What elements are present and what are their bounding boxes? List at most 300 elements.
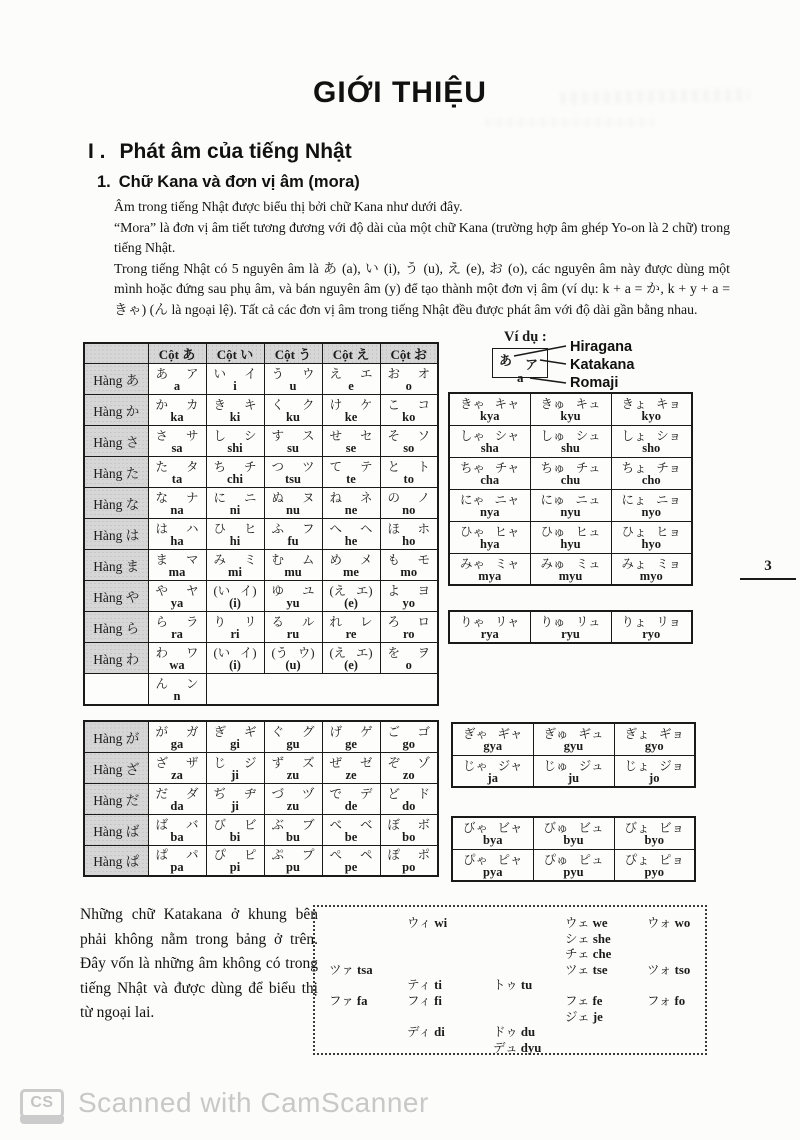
katakana-text: ン xyxy=(185,676,199,691)
kana-cell xyxy=(148,519,206,550)
kana-cell xyxy=(148,752,206,783)
ext-kana-text: チェ xyxy=(565,947,593,962)
table-row xyxy=(452,849,695,881)
subsection-heading xyxy=(97,173,360,192)
table-row xyxy=(449,393,692,425)
romaji-text: rya xyxy=(480,627,499,641)
katakana-text: ベ xyxy=(359,817,373,832)
ext-kana-text: ツォ xyxy=(647,962,675,977)
romaji-text: jo xyxy=(649,770,660,785)
kana-cell xyxy=(380,643,438,674)
katakana-text: ギュ xyxy=(578,727,604,742)
romaji-text: ru xyxy=(286,627,300,641)
katakana-text: ミャ xyxy=(494,556,520,571)
katakana-text: タ xyxy=(185,460,199,474)
hiragana-text: ん xyxy=(155,676,169,691)
romaji-text: su xyxy=(287,441,299,455)
hiragana-text: ひゅ xyxy=(540,525,566,539)
romaji-text: ya xyxy=(170,596,184,610)
hiragana-text: め xyxy=(329,553,343,567)
subsection-title: Chữ Kana và đơn vị âm (mora) xyxy=(118,173,360,191)
romaji-text: tsu xyxy=(285,472,301,486)
romaji-text: zu xyxy=(286,767,300,782)
romaji-text: kyo xyxy=(641,409,661,424)
hiragana-text: こ xyxy=(387,398,401,412)
paragraph: Trong tiếng Nhật có 5 nguyên âm là あ (a), い (i), う (u), え (e), お (o), các nguyên âm này được dùng một mình hoặc đứng sau phụ âm, và bán nguyên âm (y) để tạo thành một đơn vị âm (ví dụ: k + a = か, k + y + a = きゃ) (ん là ngoại lệ). Tất cả các đơn vị âm trong tiếng Nhật đều được phát âm với độ dài gần bằng nhau. xyxy=(114,260,730,317)
kana-cell xyxy=(530,489,611,521)
kana-cell xyxy=(264,457,322,488)
romaji-text: kyu xyxy=(560,409,581,424)
romaji-text: za xyxy=(171,767,183,782)
legend-romaji-char: a xyxy=(517,370,524,385)
katakana-text: ム xyxy=(301,553,315,567)
kana-cell xyxy=(611,521,692,553)
hiragana-text: く xyxy=(271,398,285,412)
camscanner-footer xyxy=(20,1083,429,1123)
kana-cell xyxy=(264,519,322,550)
table-row xyxy=(84,752,438,783)
romaji-text: nyo xyxy=(641,505,661,519)
ext-romaji-text: tso xyxy=(674,962,691,977)
ext-romaji-text: tu xyxy=(520,978,533,993)
kana-cell xyxy=(264,845,322,876)
kana-cell xyxy=(264,550,322,581)
kana-cell xyxy=(530,521,611,553)
romaji-text: ro xyxy=(402,627,415,641)
hiragana-text: ぴゃ xyxy=(463,852,489,867)
romaji-text: zu xyxy=(286,798,300,813)
extended-katakana-box xyxy=(313,905,707,1055)
katakana-text: ノ xyxy=(417,491,430,505)
table-row xyxy=(84,519,438,550)
column-header: Cột え xyxy=(322,343,380,364)
ext-kana-text: ディ xyxy=(407,1025,435,1040)
katakana-text: ソ xyxy=(417,429,430,443)
yoon-table xyxy=(448,392,693,586)
kana-cell xyxy=(206,519,264,550)
hiragana-text: ちょ xyxy=(621,461,647,475)
kana-cell xyxy=(206,752,264,783)
katakana-text: ウ) xyxy=(297,646,315,660)
katakana-text: チ xyxy=(243,460,257,474)
ext-entry xyxy=(493,1025,565,1041)
page-title: GIỚI THIỆU xyxy=(313,76,487,109)
ext-romaji-text: che xyxy=(592,947,612,962)
romaji-text: nu xyxy=(286,503,300,517)
kana-cell xyxy=(148,457,206,488)
romaji-text: ji xyxy=(231,798,239,813)
kana-cell xyxy=(380,519,438,550)
kana-cell xyxy=(322,845,380,876)
ext-kana-text: ドゥ xyxy=(493,1025,521,1040)
ext-kana-text: ジェ xyxy=(565,1009,593,1024)
romaji-text: sa xyxy=(171,441,183,455)
hiragana-text: げ xyxy=(329,724,343,739)
hiragana-text: び xyxy=(213,817,227,832)
kana-cell xyxy=(322,612,380,643)
ext-kana-text: フィ xyxy=(407,993,435,1008)
kana-cell xyxy=(148,581,206,612)
rya-table xyxy=(448,610,693,644)
camscanner-logo-text: CS xyxy=(30,1094,54,1111)
hiragana-text: ば xyxy=(155,817,169,832)
katakana-text: ミュ xyxy=(575,556,601,571)
table-row xyxy=(84,643,438,674)
katakana-text: バ xyxy=(185,817,199,832)
kana-cell xyxy=(452,849,533,881)
romaji-text: re xyxy=(345,627,357,641)
voiced-yoon-table-2 xyxy=(451,816,696,882)
kana-cell xyxy=(611,553,692,585)
table-row xyxy=(84,426,438,457)
katakana-text: ザ xyxy=(185,755,199,770)
katakana-text: ショ xyxy=(656,429,681,443)
kana-cell xyxy=(206,643,264,674)
hiragana-text: ぬ xyxy=(271,491,285,505)
voiced-kana-table xyxy=(83,720,439,877)
hiragana-text: りょ xyxy=(621,615,647,629)
kana-cell xyxy=(380,721,438,752)
hiragana-text: ひゃ xyxy=(460,525,486,539)
katakana-text: リ xyxy=(243,615,257,629)
table-row xyxy=(452,755,695,787)
ext-entry xyxy=(565,994,647,1010)
ext-kana-text: ウォ xyxy=(647,916,675,930)
romaji-text: mi xyxy=(228,565,242,579)
table-row xyxy=(84,581,438,612)
ext-romaji-text: fo xyxy=(674,993,686,1008)
romaji-text: se xyxy=(345,441,357,455)
katakana-text: ビュ xyxy=(578,821,604,836)
kana-cell xyxy=(614,723,695,755)
romaji-text: be xyxy=(344,829,358,844)
romaji-text: pyu xyxy=(563,864,584,879)
hiragana-text: よ xyxy=(387,584,401,598)
katakana-text: キョ xyxy=(655,397,681,412)
katakana-text: チャ xyxy=(494,461,520,475)
katakana-text: シ xyxy=(243,429,257,443)
kana-cell xyxy=(322,457,380,488)
kana-cell xyxy=(533,723,614,755)
legend-label-romaji: Romaji xyxy=(570,375,619,391)
katakana-text: ヒョ xyxy=(655,525,681,539)
kana-cell xyxy=(611,489,692,521)
katakana-text: ビ xyxy=(243,817,257,832)
romaji-text: chu xyxy=(560,473,581,487)
romaji-text: nya xyxy=(480,505,500,519)
kana-cell xyxy=(322,364,380,395)
katakana-text: ニュ xyxy=(575,493,601,507)
romaji-text: zo xyxy=(402,767,415,782)
kana-cell xyxy=(264,612,322,643)
ext-kana-text: ティ xyxy=(407,978,435,993)
ext-kana-text: シェ xyxy=(565,931,593,946)
kana-cell xyxy=(322,783,380,814)
table-row xyxy=(84,364,438,395)
intro-paragraphs xyxy=(114,197,730,320)
kana-cell xyxy=(530,457,611,489)
katakana-text: シャ xyxy=(494,429,520,443)
romaji-text: pa xyxy=(170,860,184,875)
romaji-text: yu xyxy=(286,596,300,610)
kana-cell xyxy=(264,752,322,783)
katakana-text: ゲ xyxy=(359,724,373,739)
kana-cell xyxy=(206,457,264,488)
romaji-text: ryu xyxy=(561,627,580,641)
row-header: Hàng さ xyxy=(84,426,148,457)
legend-katakana-char: ア xyxy=(525,357,539,372)
katakana-text: イ xyxy=(243,367,257,381)
katakana-text: ヒャ xyxy=(494,525,520,539)
ext-entry xyxy=(565,947,647,963)
katakana-text: ペ xyxy=(359,848,373,863)
katakana-text: ピ xyxy=(243,848,257,863)
kana-cell xyxy=(322,752,380,783)
katakana-text: ロ xyxy=(417,615,430,629)
romaji-text: po xyxy=(402,860,416,875)
hiragana-text: しゃ xyxy=(460,429,486,443)
kana-cell xyxy=(264,643,322,674)
kana-cell xyxy=(380,488,438,519)
hiragana-text: と xyxy=(387,460,401,474)
table-row xyxy=(449,425,692,457)
ext-romaji-text: we xyxy=(592,916,608,930)
katakana-text: イ) xyxy=(239,584,257,598)
romaji-text: hyo xyxy=(641,537,661,551)
kana-cell xyxy=(148,643,206,674)
hiragana-text: べ xyxy=(329,817,343,832)
subsection-number: 1. xyxy=(97,173,111,191)
kana-cell xyxy=(264,814,322,845)
kana-cell xyxy=(380,426,438,457)
katakana-text: ミョ xyxy=(656,556,681,571)
hiragana-text: りゃ xyxy=(460,615,486,629)
katakana-text: ヂ xyxy=(243,786,257,801)
katakana-text: ゼ xyxy=(359,755,373,770)
katakana-text: ニャ xyxy=(494,493,520,507)
hiragana-text: む xyxy=(271,553,285,567)
romaji-text: byo xyxy=(644,833,664,848)
empty-cell xyxy=(380,674,438,705)
katakana-text: ジョ xyxy=(659,758,684,773)
katakana-text: ブ xyxy=(301,817,315,832)
kana-cell xyxy=(530,553,611,585)
katakana-text: ニョ xyxy=(655,493,681,507)
romaji-text: pi xyxy=(229,860,241,875)
ext-entry xyxy=(565,963,647,979)
column-header: Cột あ xyxy=(148,343,206,364)
hiragana-text: す xyxy=(271,429,285,443)
kana-cell xyxy=(380,581,438,612)
kana-cell xyxy=(322,581,380,612)
kana-cell xyxy=(611,611,692,643)
romaji-text: de xyxy=(344,798,358,813)
katakana-text: ズ xyxy=(301,755,315,770)
hiragana-text: や xyxy=(155,584,169,598)
hiragana-text: びょ xyxy=(624,821,650,836)
column-header: Cột い xyxy=(206,343,264,364)
kana-cell xyxy=(206,814,264,845)
hiragana-text: ぴゅ xyxy=(543,852,569,867)
ext-romaji-text: tsa xyxy=(357,962,373,977)
kana-cell xyxy=(148,674,206,705)
katakana-text: キャ xyxy=(494,397,520,412)
ext-entry xyxy=(565,916,647,932)
romaji-text: ko xyxy=(402,410,416,424)
romaji-text: cha xyxy=(480,473,500,487)
katakana-text: テ xyxy=(359,460,373,474)
ext-romaji-text: dyu xyxy=(520,1040,542,1055)
romaji-text: mo xyxy=(400,565,418,579)
katakana-text: ニ xyxy=(243,491,257,505)
romaji-text: hya xyxy=(480,537,500,551)
ext-kana-text: ツェ xyxy=(565,962,593,977)
kana-cell xyxy=(148,488,206,519)
hiragana-text: そ xyxy=(387,429,401,443)
kana-cell xyxy=(148,395,206,426)
hiragana-text: ぴょ xyxy=(624,852,650,867)
hiragana-text: じ xyxy=(213,755,227,770)
ext-entry xyxy=(329,963,407,979)
row-header: Hàng だ xyxy=(84,783,148,814)
hiragana-text: ご xyxy=(387,724,401,739)
hiragana-text: みょ xyxy=(621,556,647,571)
hiragana-text: も xyxy=(387,553,401,567)
romaji-text: o xyxy=(405,658,412,672)
ext-entry xyxy=(407,994,493,1010)
hiragana-text: た xyxy=(155,460,169,474)
ext-kana-text: デュ xyxy=(493,1040,521,1055)
hiragana-text: じゅ xyxy=(543,758,569,773)
hiragana-text: ぎ xyxy=(213,724,227,739)
romaji-text: ju xyxy=(567,770,580,785)
katakana-text: リャ xyxy=(494,615,520,629)
hiragana-text: ほ xyxy=(387,522,401,536)
table-row xyxy=(84,612,438,643)
hiragana-text: を xyxy=(387,646,401,660)
kana-cell xyxy=(533,849,614,881)
table-row xyxy=(84,550,438,581)
romaji-text: ga xyxy=(170,736,184,751)
katakana-text: ピュ xyxy=(578,852,604,867)
katakana-text: ヒュ xyxy=(575,525,601,539)
katakana-text: モ xyxy=(417,553,430,567)
row-header: Hàng ざ xyxy=(84,752,148,783)
row-header: Hàng わ xyxy=(84,643,148,674)
ext-entry xyxy=(565,932,647,948)
ext-romaji-text: fi xyxy=(434,993,442,1008)
romaji-text: ri xyxy=(230,627,240,641)
ext-kana-text: フォ xyxy=(647,993,675,1008)
hiragana-text: ま xyxy=(155,553,169,567)
ext-entry xyxy=(493,1041,565,1057)
kana-cell xyxy=(148,426,206,457)
hiragana-text: け xyxy=(329,398,343,412)
hiragana-text: お xyxy=(387,367,401,381)
romaji-text: he xyxy=(344,534,358,548)
katakana-text: フ xyxy=(301,522,315,536)
romaji-text: ryo xyxy=(642,627,661,641)
romaji-text: ne xyxy=(344,503,358,517)
hiragana-text: の xyxy=(387,491,401,505)
hiragana-text: ぱ xyxy=(155,848,169,863)
kana-cell xyxy=(380,457,438,488)
katakana-text: ピョ xyxy=(658,852,684,867)
hiragana-text: へ xyxy=(329,522,343,536)
table-row xyxy=(452,723,695,755)
hiragana-text: しょ xyxy=(621,429,647,443)
hiragana-text: み xyxy=(213,553,227,567)
ext-entry xyxy=(565,1010,647,1026)
katakana-text: ル xyxy=(301,615,315,629)
kana-cell xyxy=(449,489,530,521)
hiragana-text: ぜ xyxy=(329,755,343,770)
column-header: Cột お xyxy=(380,343,438,364)
ext-entry xyxy=(407,978,493,994)
table-row xyxy=(449,521,692,553)
hiragana-text: れ xyxy=(329,615,343,629)
hiragana-text: みゅ xyxy=(540,556,566,571)
hiragana-text: ぐ xyxy=(271,724,285,739)
katakana-text: ビョ xyxy=(658,821,684,836)
romaji-text: (i) xyxy=(229,596,241,610)
kana-cell xyxy=(530,425,611,457)
romaji-text: so xyxy=(403,441,415,455)
ext-entry xyxy=(647,963,705,979)
kana-cell xyxy=(206,612,264,643)
katakana-text: ギョ xyxy=(658,727,684,742)
kana-cell xyxy=(322,488,380,519)
romaji-text: to xyxy=(403,472,414,486)
romaji-text: do xyxy=(402,798,416,813)
table-row xyxy=(452,817,695,849)
kana-cell xyxy=(206,395,264,426)
row-header: Hàng ま xyxy=(84,550,148,581)
romaji-text: chi xyxy=(227,472,243,486)
kana-cell xyxy=(449,611,530,643)
kana-cell xyxy=(614,849,695,881)
kana-cell xyxy=(449,457,530,489)
hiragana-text: な xyxy=(155,491,169,505)
katakana-text: ナ xyxy=(185,491,199,505)
katakana-text: ボ xyxy=(417,817,430,832)
katakana-text: オ xyxy=(417,367,430,381)
table-row xyxy=(449,489,692,521)
hiragana-text: きゃ xyxy=(460,397,486,412)
kana-cell xyxy=(380,612,438,643)
romaji-text: na xyxy=(170,503,184,517)
romaji-text: me xyxy=(343,565,359,579)
kana-cell xyxy=(380,814,438,845)
kana-cell xyxy=(452,723,533,755)
katakana-text: プ xyxy=(301,848,315,863)
romaji-text: bi xyxy=(229,829,241,844)
romaji-text: pyo xyxy=(644,864,664,879)
katakana-text: チョ xyxy=(656,461,681,475)
row-header: Hàng ら xyxy=(84,612,148,643)
romaji-text: gyu xyxy=(563,739,584,754)
hiragana-text: ふ xyxy=(271,522,285,536)
romaji-text: yo xyxy=(402,596,415,610)
hiragana-text: だ xyxy=(155,786,169,801)
kana-cell xyxy=(449,553,530,585)
romaji-text: shu xyxy=(561,441,580,455)
romaji-text: ja xyxy=(487,770,498,785)
hiragana-text: り xyxy=(213,615,227,629)
main-kana-table xyxy=(83,342,439,706)
romaji-text: pu xyxy=(286,860,300,875)
katakana-text: エ xyxy=(359,367,373,381)
